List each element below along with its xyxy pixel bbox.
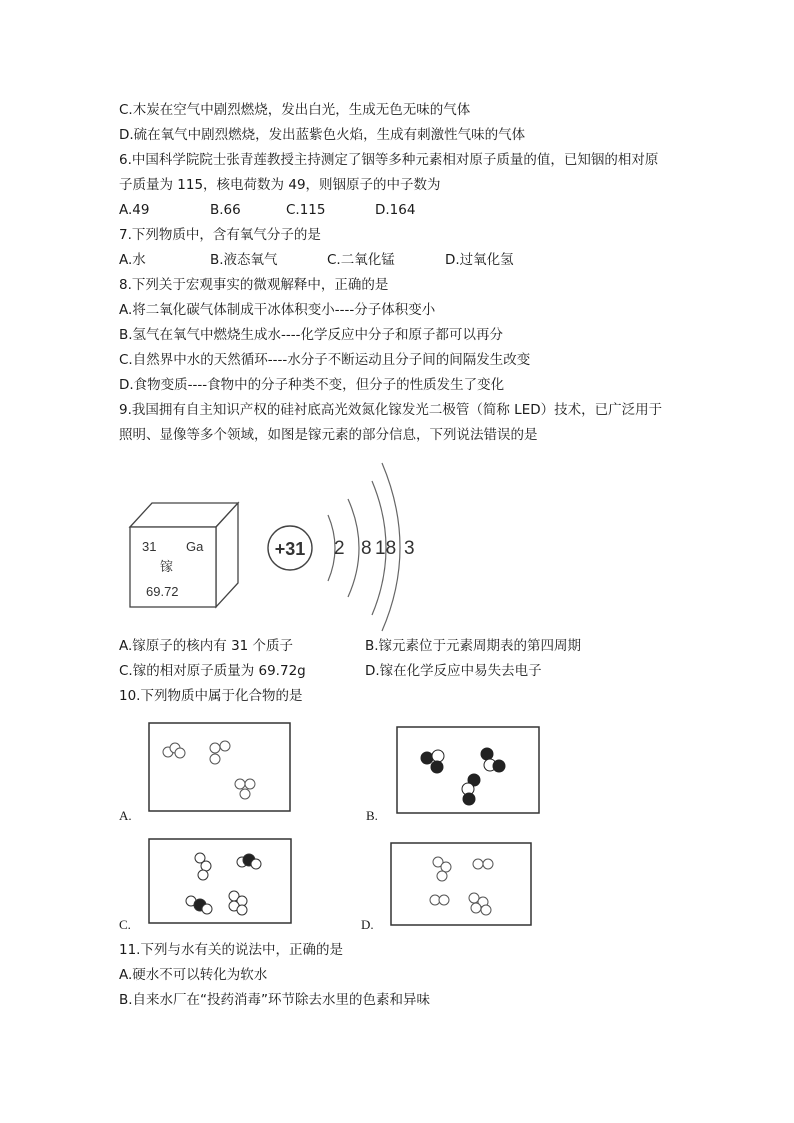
question-6-line2: 子质量为 115，核电荷数为 49，则铟原子的中子数为 (119, 177, 441, 193)
question-10: 10.下列物质中属于化合物的是 (119, 688, 303, 704)
q9-option-a: A.镓原子的核内有 31 个质子 (119, 638, 294, 654)
q7-option-a: A.水 (119, 252, 146, 268)
atomic-number: 31 (142, 539, 157, 554)
question-8: 8.下列关于宏观事实的微观解释中，正确的是 (119, 277, 389, 293)
question-6-line1: 6.中国科学院院士张青莲教授主持测定了铟等多种元素相对原子质量的值，已知铟的相对原 (119, 152, 659, 168)
shell-1-electrons: 2 (334, 538, 345, 559)
molecule-box-b (396, 726, 541, 816)
box-b-label: B. (366, 808, 378, 823)
shell-3-electrons: 18 (375, 538, 397, 559)
q6-option-a: A.49 (119, 202, 150, 218)
box-c-label: C. (119, 917, 131, 932)
molecule-box-d (390, 842, 533, 928)
molecule-box-a (148, 722, 293, 814)
gallium-figure (120, 455, 430, 635)
q7-option-b: B.液态氧气 (210, 252, 278, 268)
q7-option-c: C.二氧化锰 (327, 252, 395, 268)
shell-4-electrons: 3 (404, 538, 415, 559)
q6-option-c: C.115 (286, 202, 326, 218)
question-11: 11.下列与水有关的说法中，正确的是 (119, 942, 343, 958)
atom-structure (268, 463, 415, 631)
option-d-q5: D.硫在氧气中剧烈燃烧，发出蓝紫色火焰，生成有刺激性气味的气体 (119, 127, 526, 143)
q7-option-d: D.过氧化氢 (445, 252, 514, 268)
element-name: 镓 (160, 560, 174, 575)
option-c-q5: C.木炭在空气中剧烈燃烧，发出白光，生成无色无味的气体 (119, 102, 471, 118)
q9-option-b: B.镓元素位于元素周期表的第四周期 (365, 638, 582, 654)
q11-option-b: B.自来水厂在“投药消毒”环节除去水里的色素和异味 (119, 992, 431, 1008)
nucleus-charge: +31 (274, 539, 306, 559)
q11-option-a: A.硬水不可以转化为软水 (119, 967, 268, 983)
shell-arc-2 (348, 499, 359, 597)
q9-option-c: C.镓的相对原子质量为 69.72g (119, 663, 306, 679)
question-9-line2: 照明、显像等多个领域，如图是镓元素的部分信息，下列说法错误的是 (119, 427, 538, 443)
q9-option-d: D.镓在化学反应中易失去电子 (365, 663, 542, 679)
shell-2-electrons: 8 (361, 538, 372, 559)
q6-option-d: D.164 (375, 202, 416, 218)
element-symbol: Ga (186, 539, 204, 554)
box-d-label: D. (361, 917, 374, 932)
question-7: 7.下列物质中，含有氧气分子的是 (119, 227, 321, 243)
box-a-label: A. (119, 808, 132, 823)
q8-option-a: A.将二氧化碳气体制成干冰体积变小----分子体积变小 (119, 302, 436, 318)
atomic-mass: 69.72 (146, 584, 179, 599)
q8-option-b: B.氢气在氧气中燃烧生成水----化学反应中分子和原子都可以再分 (119, 327, 504, 343)
q6-option-b: B.66 (210, 202, 241, 218)
question-9-line1: 9.我国拥有自主知识产权的硅衬底高光效氮化镓发光二极管（简称 LED）技术，已广泛用于 (119, 402, 663, 418)
q8-option-d: D.食物变质----食物中的分子种类不变，但分子的性质发生了变化 (119, 377, 505, 393)
q8-option-c: C.自然界中水的天然循环----水分子不断运动且分子间的间隔发生改变 (119, 352, 531, 368)
molecule-box-c (148, 838, 293, 926)
